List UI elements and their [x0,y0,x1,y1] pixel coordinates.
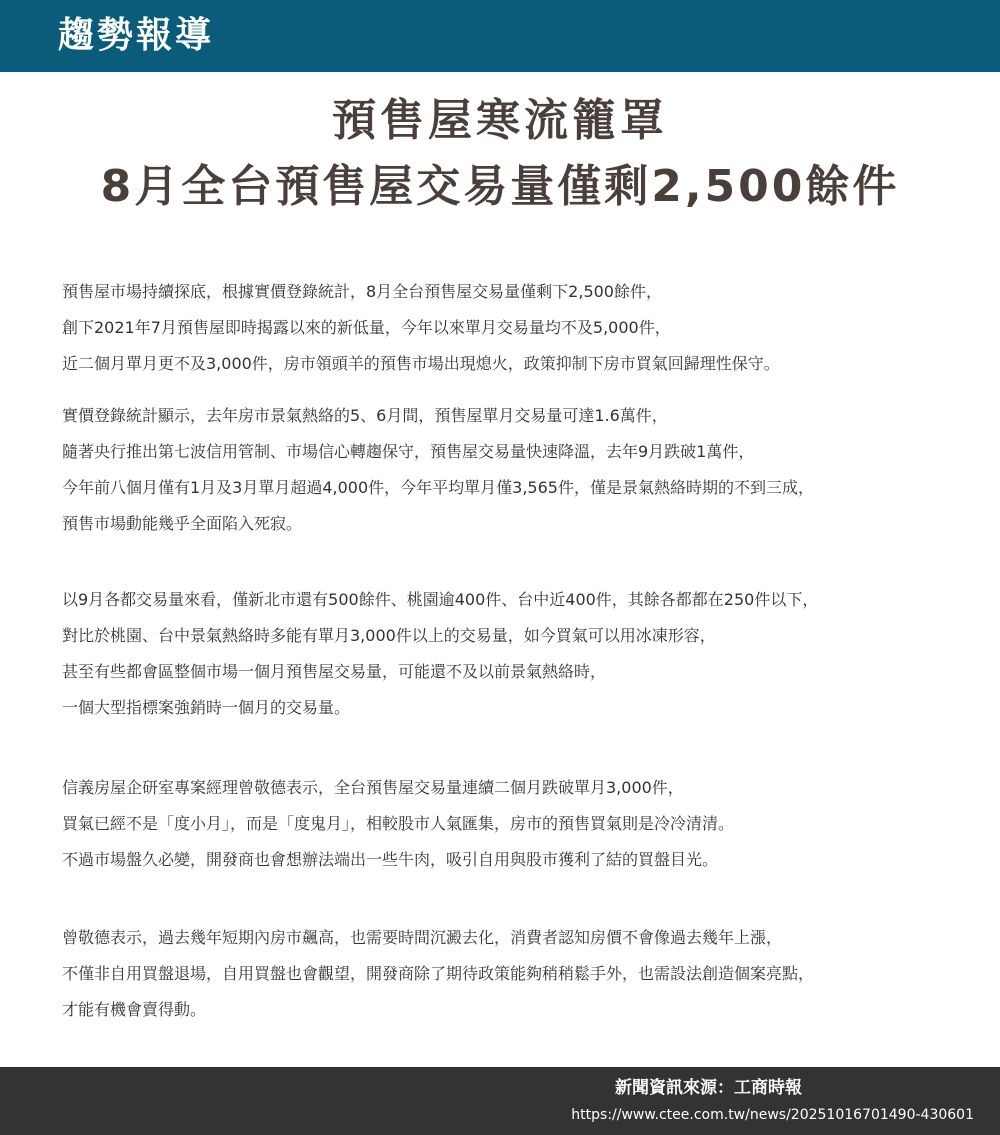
article-body [62,274,962,1028]
paragraph-1 [62,274,962,382]
paragraph-line: 對比於桃園、台中景氣熱絡時多能有單月3,000件以上的交易量，如今買氣可以用冰凍形容， [62,626,716,645]
paragraph-3 [62,582,962,726]
paragraph-line: 預售市場動能幾乎全面陷入死寂。 [62,514,303,533]
paragraph-5 [62,920,962,1028]
paragraph-line: 甚至有些都會區整個市場一個月預售屋交易量，可能還不及以前景氣熱絡時， [62,662,607,681]
footer-bar [0,1067,1000,1135]
header-bar [0,0,1000,72]
paragraph-4 [62,770,962,878]
paragraph-line: 隨著央行推出第七波信用管制、市場信心轉趨保守，預售屋交易量快速降溫，去年9月跌破1萬件， [62,442,755,461]
paragraph-line: 才能有機會賣得動。 [62,1000,207,1019]
headline [0,92,1000,216]
headline-line-2: 8月全台預售屋交易量僅剩2,500餘件 [100,161,900,212]
paragraph-line: 不僅非自用買盤退場，自用買盤也會觀望，開發商除了期待政策能夠稍稍鬆手外，也需設法創造個案亮點， [62,964,815,983]
paragraph-line: 不過市場盤久必變，開發商也會想辦法端出一些牛肉，吸引自用與股市獲利了結的買盤目光。 [62,850,719,869]
paragraph-line: 創下2021年7月預售屋即時揭露以來的新低量，今年以來單月交易量均不及5,000件， [62,318,671,337]
section-title: 趨勢報導 [58,15,215,56]
news-source-url[interactable]: https://www.ctee.com.tw/news/20251016701490-430601 [571,1107,974,1123]
paragraph-line: 預售屋市場持續探底，根據實價登錄統計，8月全台預售屋交易量僅剩下2,500餘件， [62,282,662,301]
paragraph-2 [62,398,962,542]
paragraph-line: 一個大型指標案強銷時一個月的交易量。 [62,698,351,717]
news-source-label: 新聞資訊來源：工商時報 [615,1078,802,1098]
paragraph-line: 曾敬德表示，過去幾年短期內房市飆高，也需要時間沉澱去化，消費者認知房價不會像過去幾年上漲， [62,928,783,947]
paragraph-line: 買氣已經不是「度小月」，而是「度鬼月」，相較股市人氣匯集，房市的預售買氣則是冷冷清清。 [62,814,735,833]
paragraph-line: 以9月各都交易量來看，僅新北市還有500餘件、桃園逾400件、台中近400件，其餘各都都在250件以下， [62,590,819,609]
paragraph-line: 近二個月單月更不及3,000件，房市領頭羊的預售市場出現熄火，政策抑制下房市買氣回歸理性保守。 [62,354,780,373]
headline-line-1: 預售屋寒流籠罩 [332,95,668,146]
paragraph-line: 實價登錄統計顯示，去年房市景氣熱絡的5、6月間，預售屋單月交易量可達1.6萬件， [62,406,668,425]
paragraph-line: 信義房屋企研室專案經理曾敬德表示，全台預售屋交易量連續二個月跌破單月3,000件， [62,778,684,797]
paragraph-line: 今年前八個月僅有1月及3月單月超過4,000件，今年平均單月僅3,565件，僅是景氣熱絡時期的不到三成， [62,478,814,497]
